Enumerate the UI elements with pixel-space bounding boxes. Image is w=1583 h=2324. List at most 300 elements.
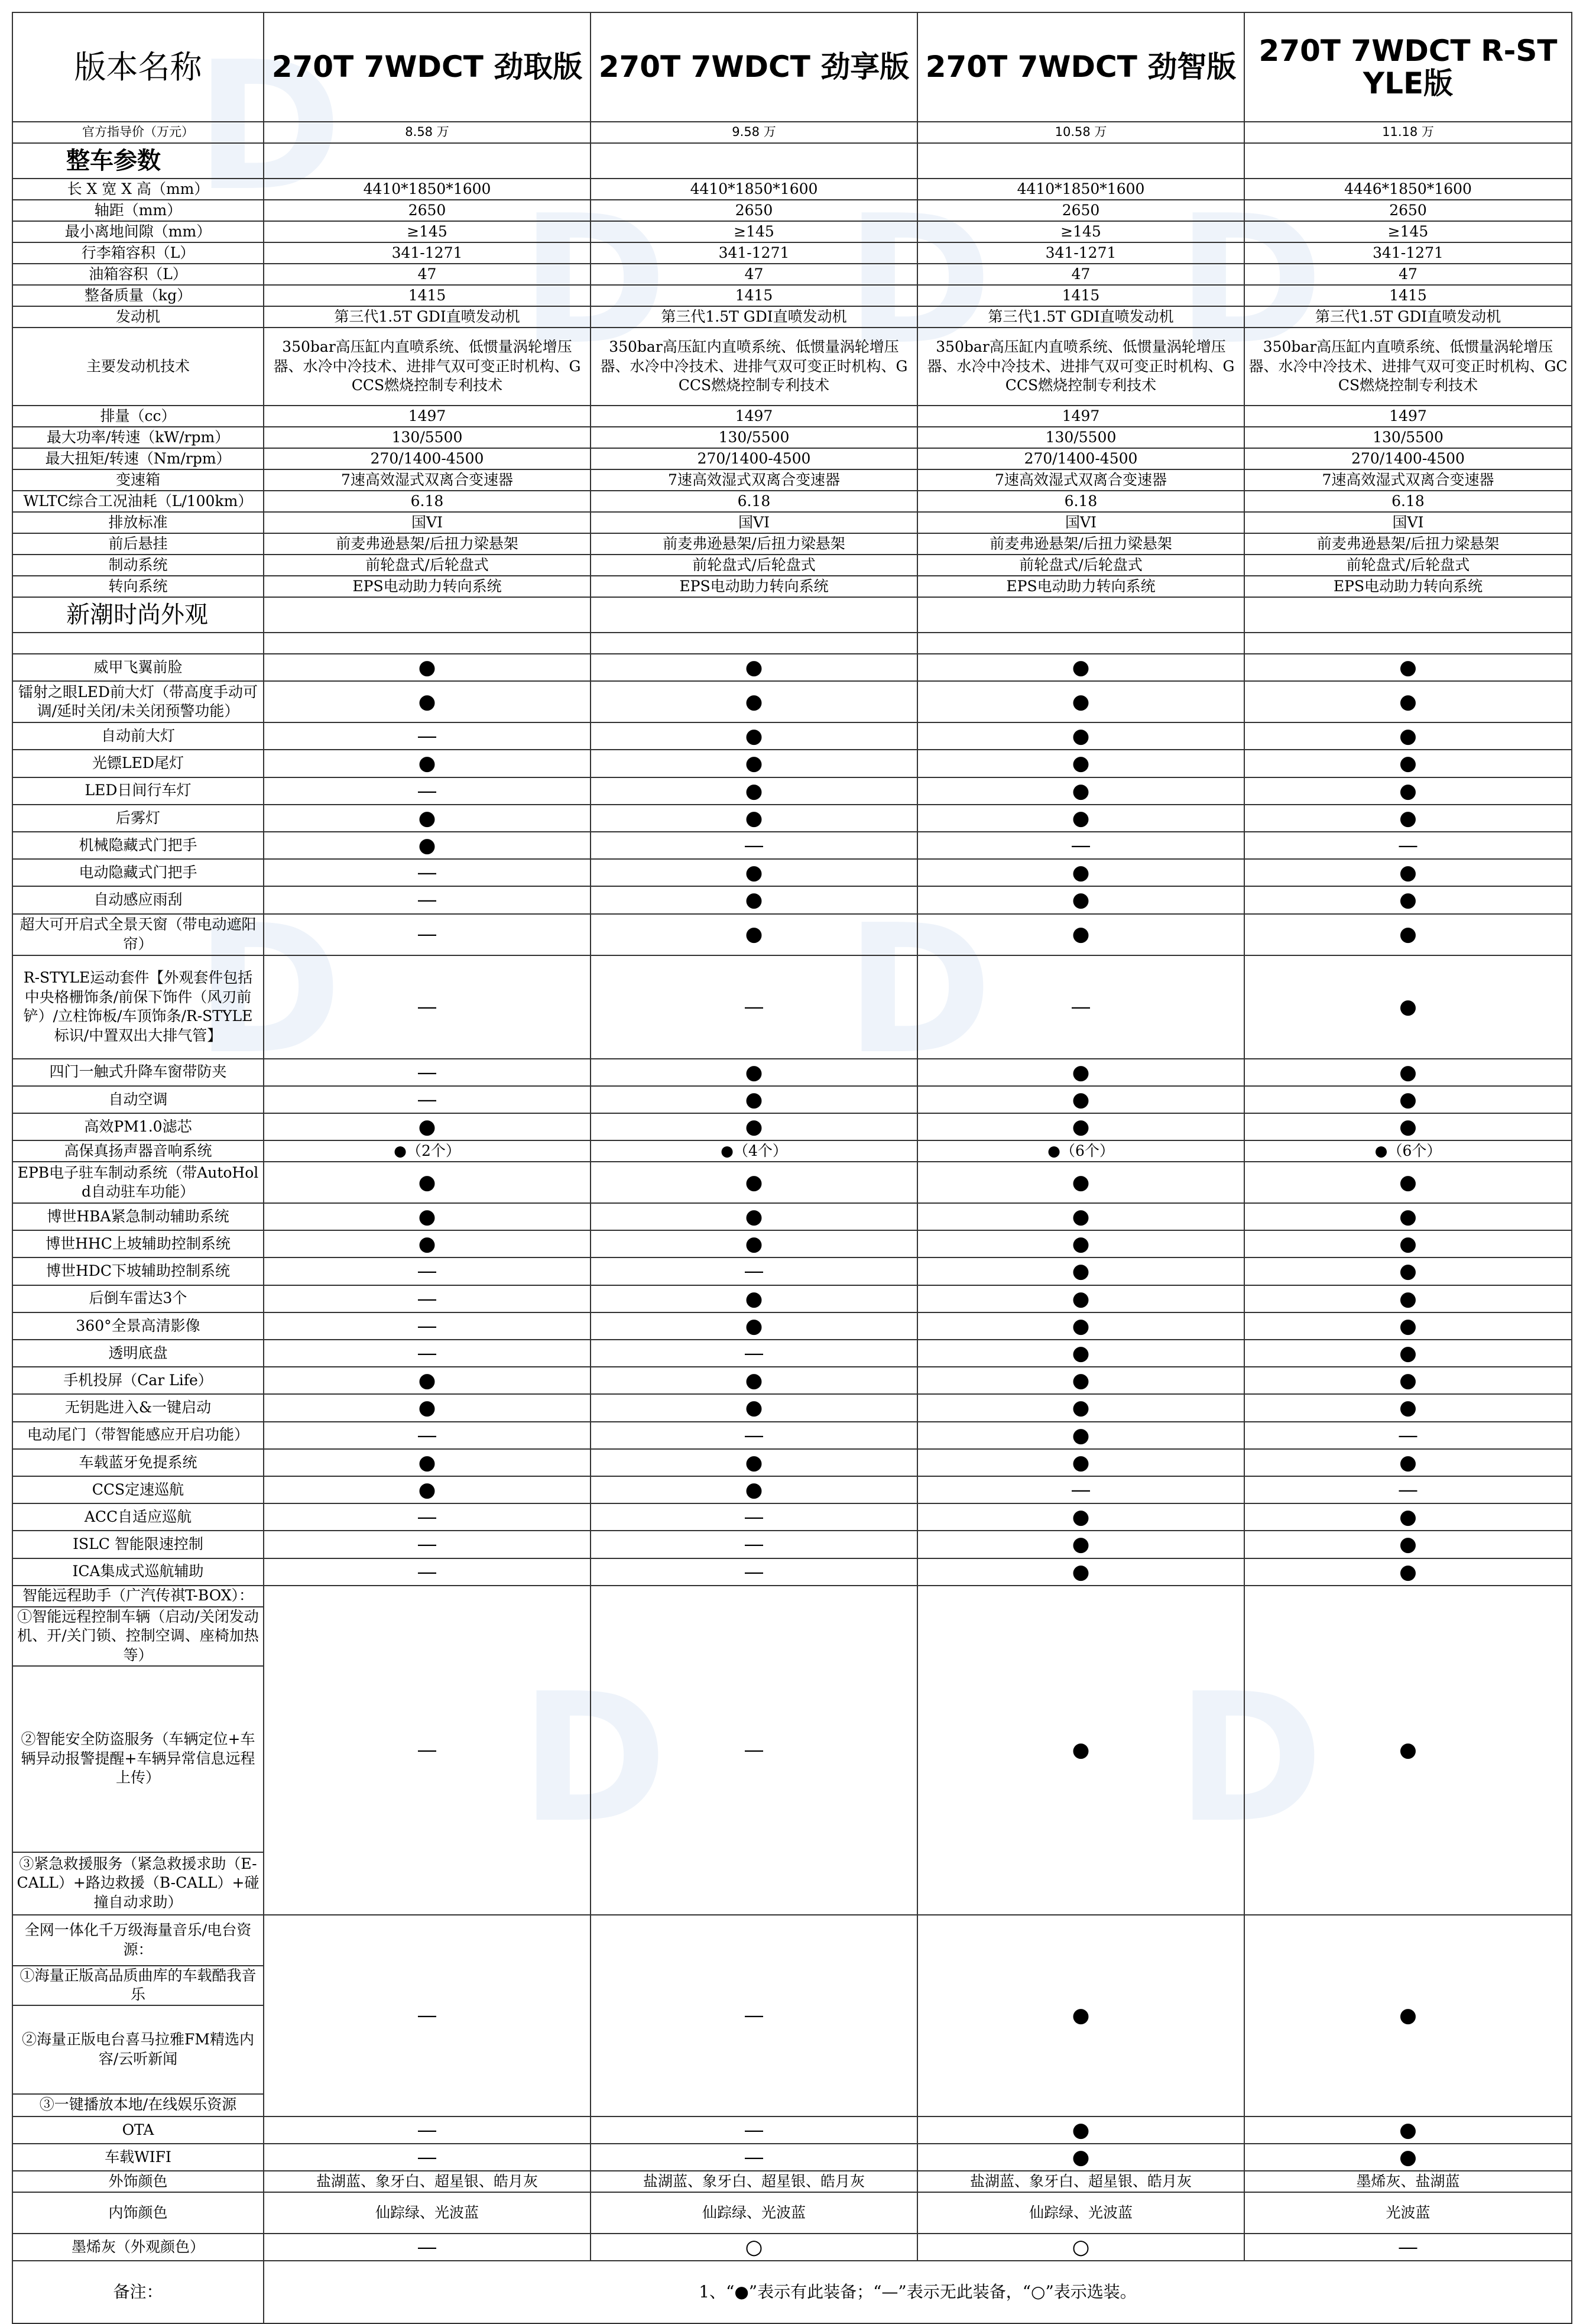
feature-label: ISLC 智能限速控制 bbox=[12, 1531, 264, 1558]
spec-value: 前轮盘式/后轮盘式 bbox=[264, 555, 591, 576]
empty-cell bbox=[264, 633, 591, 654]
feature-value: ●（2个） bbox=[264, 1140, 591, 1162]
feature-value: ● bbox=[591, 914, 917, 955]
feature-value: ● bbox=[1244, 1285, 1572, 1312]
feature-value: ●（6个） bbox=[917, 1140, 1244, 1162]
watermark: D bbox=[195, 24, 343, 230]
feature-value: ● bbox=[591, 681, 917, 722]
feature-row bbox=[12, 859, 1572, 886]
spec-row bbox=[12, 512, 1572, 533]
feature-label: 博世HHC上坡辅助控制系统 bbox=[12, 1230, 264, 1257]
music-resource-label: ②海量正版电台喜马拉雅FM精选内容/云听新闻 bbox=[12, 2005, 264, 2094]
feature-value: ● bbox=[264, 681, 591, 722]
note-row bbox=[12, 2261, 1572, 2323]
spec-value: ● bbox=[917, 2116, 1244, 2144]
feature-value: ●（4个） bbox=[591, 1140, 917, 1162]
spec-value: 仙踪绿、光波蓝 bbox=[264, 2192, 591, 2234]
feature-value: ● bbox=[917, 914, 1244, 955]
feature-value: ● bbox=[917, 1503, 1244, 1531]
spec-label: 油箱容积（L） bbox=[12, 264, 264, 285]
feature-value: — bbox=[264, 1059, 591, 1086]
feature-label: EPB电子驻车制动系统（带AutoHold自动驻车功能） bbox=[12, 1162, 264, 1203]
feature-value: ● bbox=[917, 777, 1244, 805]
feature-value: ● bbox=[917, 1162, 1244, 1203]
empty-cell bbox=[917, 143, 1244, 179]
spec-value: 6.18 bbox=[917, 491, 1244, 512]
spec-value: 47 bbox=[591, 264, 917, 285]
feature-value: — bbox=[591, 1531, 917, 1558]
watermark: D bbox=[845, 887, 993, 1093]
spec-value: 4410*1850*1600 bbox=[591, 179, 917, 200]
spec-value: ○ bbox=[591, 2234, 917, 2261]
spec-value: ≥145 bbox=[917, 221, 1244, 242]
feature-label: CCS定速巡航 bbox=[12, 1476, 264, 1503]
feature-value: ● bbox=[591, 805, 917, 832]
feature-row bbox=[12, 1203, 1572, 1230]
spec-value: 第三代1.5T GDI直喷发动机 bbox=[591, 306, 917, 328]
empty-cell bbox=[591, 597, 917, 633]
version-header: 270T 7WDCT R-STYLE版 bbox=[1244, 12, 1572, 122]
spec-label: 转向系统 bbox=[12, 576, 264, 597]
spec-value: 1497 bbox=[264, 406, 591, 427]
feature-value: ● bbox=[917, 1558, 1244, 1586]
empty-cell bbox=[917, 597, 1244, 633]
spec-value: — bbox=[591, 2116, 917, 2144]
feature-value: ● bbox=[1244, 1558, 1572, 1586]
feature-label: 电动隐藏式门把手 bbox=[12, 859, 264, 886]
spec-value: 前麦弗逊悬架/后扭力梁悬架 bbox=[1244, 533, 1572, 555]
feature-label: 高效PM1.0滤芯 bbox=[12, 1113, 264, 1140]
remote-assist-label: 智能远程助手（广汽传祺T-BOX）： bbox=[12, 1586, 264, 1607]
watermark: D bbox=[520, 177, 668, 384]
feature-value: ● bbox=[917, 1531, 1244, 1558]
spec-row bbox=[12, 448, 1572, 469]
feature-label: 博世HDC下坡辅助控制系统 bbox=[12, 1257, 264, 1285]
music-resource-value: ● bbox=[1244, 1915, 1572, 2116]
spec-table bbox=[12, 12, 1572, 2324]
feature-row bbox=[12, 1558, 1572, 1586]
spec-label: 变速箱 bbox=[12, 469, 264, 491]
feature-value: — bbox=[591, 1422, 917, 1449]
version-name-label: 版本名称 bbox=[12, 12, 264, 122]
spec-value: 2650 bbox=[264, 200, 591, 221]
feature-value: — bbox=[264, 859, 591, 886]
spec-value: 130/5500 bbox=[591, 427, 917, 448]
feature-value: ● bbox=[591, 750, 917, 777]
spec-value: EPS电动助力转向系统 bbox=[1244, 576, 1572, 597]
spec-row bbox=[12, 242, 1572, 264]
spec-value: ○ bbox=[917, 2234, 1244, 2261]
feature-value: ● bbox=[591, 1162, 917, 1203]
spec-label: 长 X 宽 X 高（mm） bbox=[12, 179, 264, 200]
feature-value: — bbox=[591, 832, 917, 859]
feature-label: 360°全景高清影像 bbox=[12, 1312, 264, 1340]
feature-label: 四门一触式升降车窗带防夹 bbox=[12, 1059, 264, 1086]
spec-value: 47 bbox=[917, 264, 1244, 285]
feature-value: ● bbox=[591, 777, 917, 805]
feature-value: ● bbox=[1244, 750, 1572, 777]
spec-value: 350bar高压缸内直喷系统、低惯量涡轮增压器、水冷中冷技术、进排气双可变正时机构、GCCS燃烧控制专利技术 bbox=[1244, 328, 1572, 406]
feature-value: ● bbox=[591, 1059, 917, 1086]
empty-cell bbox=[591, 143, 917, 179]
spec-value: 前轮盘式/后轮盘式 bbox=[591, 555, 917, 576]
feature-label: 车载蓝牙免提系统 bbox=[12, 1449, 264, 1476]
feature-value: ● bbox=[264, 1162, 591, 1203]
feature-row bbox=[12, 750, 1572, 777]
feature-value: ● bbox=[264, 805, 591, 832]
feature-value: ● bbox=[917, 1230, 1244, 1257]
spec-row bbox=[12, 179, 1572, 200]
feature-label: 手机投屏（Car Life） bbox=[12, 1367, 264, 1394]
feature-value: ● bbox=[591, 1449, 917, 1476]
spec-value: ≥145 bbox=[1244, 221, 1572, 242]
version-header: 270T 7WDCT 劲智版 bbox=[917, 12, 1244, 122]
spec-row bbox=[12, 427, 1572, 448]
spec-value: 第三代1.5T GDI直喷发动机 bbox=[1244, 306, 1572, 328]
feature-value: ● bbox=[917, 1257, 1244, 1285]
spec-value: 341-1271 bbox=[1244, 242, 1572, 264]
spec-value: 1415 bbox=[264, 285, 591, 306]
spec-value: 270/1400-4500 bbox=[917, 448, 1244, 469]
feature-label: 高保真扬声器音响系统 bbox=[12, 1140, 264, 1162]
remote-assist-row bbox=[12, 1586, 1572, 1607]
spec-value: 341-1271 bbox=[591, 242, 917, 264]
music-resource-row bbox=[12, 1915, 1572, 1966]
feature-value: ● bbox=[1244, 1203, 1572, 1230]
spec-value: 盐湖蓝、象牙白、超星银、皓月灰 bbox=[264, 2171, 591, 2192]
feature-label: 后雾灯 bbox=[12, 805, 264, 832]
spec-value: ≥145 bbox=[591, 221, 917, 242]
feature-label: 透明底盘 bbox=[12, 1340, 264, 1367]
feature-value: ● bbox=[917, 1367, 1244, 1394]
feature-value: ● bbox=[264, 1367, 591, 1394]
feature-value: — bbox=[264, 1503, 591, 1531]
feature-value: — bbox=[264, 955, 591, 1059]
spec-row bbox=[12, 576, 1572, 597]
remote-assist-value: ● bbox=[1244, 1586, 1572, 1915]
spec-value: 国VI bbox=[264, 512, 591, 533]
remote-assist-value: — bbox=[591, 1586, 917, 1915]
spec-value: — bbox=[264, 2234, 591, 2261]
feature-row bbox=[12, 1394, 1572, 1421]
feature-label: ICA集成式巡航辅助 bbox=[12, 1558, 264, 1586]
spec-value: 270/1400-4500 bbox=[1244, 448, 1572, 469]
spec-value: 350bar高压缸内直喷系统、低惯量涡轮增压器、水冷中冷技术、进排气双可变正时机构、GCCS燃烧控制专利技术 bbox=[264, 328, 591, 406]
feature-label: 自动前大灯 bbox=[12, 722, 264, 750]
feature-value: ● bbox=[591, 886, 917, 913]
feature-row bbox=[12, 1162, 1572, 1203]
music-resource-label: ③一键播放本地/在线娱乐资源 bbox=[12, 2094, 264, 2116]
feature-row bbox=[12, 1285, 1572, 1312]
watermark: D bbox=[845, 177, 993, 384]
feature-value: ● bbox=[1244, 1257, 1572, 1285]
spec-row bbox=[12, 555, 1572, 576]
feature-value: ● bbox=[917, 1113, 1244, 1140]
spec-value: 270/1400-4500 bbox=[264, 448, 591, 469]
section-title-exterior: 新潮时尚外观 bbox=[12, 597, 264, 633]
spec-row bbox=[12, 533, 1572, 555]
spec-value: 6.18 bbox=[264, 491, 591, 512]
spec-value: 130/5500 bbox=[1244, 427, 1572, 448]
feature-row bbox=[12, 777, 1572, 805]
feature-value: ● bbox=[1244, 1531, 1572, 1558]
spec-row bbox=[12, 2116, 1572, 2144]
feature-value: ● bbox=[1244, 777, 1572, 805]
spec-label: 轴距（mm） bbox=[12, 200, 264, 221]
feature-row bbox=[12, 1086, 1572, 1113]
spec-value: 墨烯灰、盐湖蓝 bbox=[1244, 2171, 1572, 2192]
section-row-vehicle bbox=[12, 143, 1572, 179]
spec-value: 7速高效湿式双离合变速器 bbox=[917, 469, 1244, 491]
spec-value: 1497 bbox=[917, 406, 1244, 427]
spec-value: 1497 bbox=[1244, 406, 1572, 427]
watermark: D bbox=[195, 887, 343, 1093]
spec-label: 外饰颜色 bbox=[12, 2171, 264, 2192]
feature-value: — bbox=[1244, 1422, 1572, 1449]
feature-value: ● bbox=[917, 1312, 1244, 1340]
spec-label: 排放标准 bbox=[12, 512, 264, 533]
feature-value: — bbox=[591, 1257, 917, 1285]
price-value: 8.58 万 bbox=[264, 122, 591, 143]
spec-row bbox=[12, 2171, 1572, 2192]
feature-row bbox=[12, 886, 1572, 913]
spec-value: 前轮盘式/后轮盘式 bbox=[917, 555, 1244, 576]
empty-cell bbox=[1244, 143, 1572, 179]
spec-row bbox=[12, 328, 1572, 406]
spec-label: 主要发动机技术 bbox=[12, 328, 264, 406]
music-resource-label: ①海量正版高品质曲库的车载酷我音乐 bbox=[12, 1966, 264, 2005]
empty-cell bbox=[264, 597, 591, 633]
feature-value: ● bbox=[1244, 859, 1572, 886]
spec-value: 2650 bbox=[917, 200, 1244, 221]
spec-value: 第三代1.5T GDI直喷发动机 bbox=[917, 306, 1244, 328]
music-resource-value: ● bbox=[917, 1915, 1244, 2116]
watermark: D bbox=[1176, 177, 1324, 384]
remote-assist-value: ● bbox=[917, 1586, 1244, 1915]
feature-row bbox=[12, 1230, 1572, 1257]
feature-value: ● bbox=[264, 1230, 591, 1257]
feature-value: ● bbox=[591, 1285, 917, 1312]
feature-label: 威甲飞翼前脸 bbox=[12, 654, 264, 681]
feature-label: 光镖LED尾灯 bbox=[12, 750, 264, 777]
feature-value: ● bbox=[591, 1203, 917, 1230]
feature-label: ACC自适应巡航 bbox=[12, 1503, 264, 1531]
feature-value: — bbox=[264, 886, 591, 913]
spec-value: 1415 bbox=[591, 285, 917, 306]
feature-value: — bbox=[917, 832, 1244, 859]
feature-row bbox=[12, 805, 1572, 832]
spec-value: 仙踪绿、光波蓝 bbox=[917, 2192, 1244, 2234]
feature-value: ● bbox=[264, 1203, 591, 1230]
feature-value: ● bbox=[1244, 1503, 1572, 1531]
spec-value: 130/5500 bbox=[917, 427, 1244, 448]
spec-value: — bbox=[591, 2144, 917, 2171]
feature-value: ● bbox=[1244, 805, 1572, 832]
feature-value: ● bbox=[917, 886, 1244, 913]
feature-value: ● bbox=[1244, 1086, 1572, 1113]
version-header-row bbox=[12, 12, 1572, 122]
spec-value: 350bar高压缸内直喷系统、低惯量涡轮增压器、水冷中冷技术、进排气双可变正时机构、GCCS燃烧控制专利技术 bbox=[917, 328, 1244, 406]
spec-value: 前轮盘式/后轮盘式 bbox=[1244, 555, 1572, 576]
feature-row bbox=[12, 1503, 1572, 1531]
feature-value: — bbox=[917, 955, 1244, 1059]
version-header: 270T 7WDCT 劲取版 bbox=[264, 12, 591, 122]
spec-value: 6.18 bbox=[1244, 491, 1572, 512]
spec-label: 车载WIFI bbox=[12, 2144, 264, 2171]
feature-value: ● bbox=[264, 1476, 591, 1503]
spec-value: — bbox=[264, 2116, 591, 2144]
feature-label: 自动感应雨刮 bbox=[12, 886, 264, 913]
feature-row bbox=[12, 1476, 1572, 1503]
remote-assist-label: ③紧急救援服务（紧急救援求助（E-CALL）+路边救援（B-CALL）+碰撞自动求助） bbox=[12, 1852, 264, 1915]
feature-value: ● bbox=[1244, 1162, 1572, 1203]
feature-value: ● bbox=[1244, 886, 1572, 913]
feature-row bbox=[12, 1531, 1572, 1558]
feature-value: ●（6个） bbox=[1244, 1140, 1572, 1162]
music-resource-value: — bbox=[591, 1915, 917, 2116]
spec-label: 行李箱容积（L） bbox=[12, 242, 264, 264]
feature-value: ● bbox=[917, 681, 1244, 722]
feature-value: — bbox=[264, 1558, 591, 1586]
section-title-vehicle: 整车参数 bbox=[12, 143, 264, 179]
note-label: 备注： bbox=[12, 2261, 264, 2323]
feature-value: — bbox=[1244, 832, 1572, 859]
spec-value: 4410*1850*1600 bbox=[917, 179, 1244, 200]
remote-assist-label: ②智能安全防盗服务（车辆定位+车辆异动报警提醒+车辆异常信息远程上传） bbox=[12, 1666, 264, 1852]
feature-value: ● bbox=[1244, 681, 1572, 722]
spec-value: 盐湖蓝、象牙白、超星银、皓月灰 bbox=[591, 2171, 917, 2192]
feature-label: 机械隐藏式门把手 bbox=[12, 832, 264, 859]
spec-value: 前麦弗逊悬架/后扭力梁悬架 bbox=[591, 533, 917, 555]
spec-value: EPS电动助力转向系统 bbox=[264, 576, 591, 597]
price-value: 10.58 万 bbox=[917, 122, 1244, 143]
feature-value: — bbox=[591, 1558, 917, 1586]
spec-label: 最大扭矩/转速（Nm/rpm） bbox=[12, 448, 264, 469]
feature-value: ● bbox=[917, 1422, 1244, 1449]
price-label: 官方指导价（万元） bbox=[12, 122, 264, 143]
spec-row bbox=[12, 2144, 1572, 2171]
remote-assist-label: ①智能远程控制车辆（启动/关闭发动机、开/关门锁、控制空调、座椅加热等） bbox=[12, 1607, 264, 1666]
spec-value: 341-1271 bbox=[264, 242, 591, 264]
feature-value: — bbox=[264, 1257, 591, 1285]
feature-value: ● bbox=[1244, 654, 1572, 681]
feature-row bbox=[12, 1140, 1572, 1162]
feature-label: R-STYLE运动套件【外观套件包括中央格栅饰条/前保下饰件（风刃前铲）/立柱饰板/车顶饰条/R-STYLE标识/中置双出大排气管】 bbox=[12, 955, 264, 1059]
feature-value: — bbox=[917, 1476, 1244, 1503]
spec-value: 4410*1850*1600 bbox=[264, 179, 591, 200]
spec-value: 341-1271 bbox=[917, 242, 1244, 264]
feature-value: ● bbox=[917, 1340, 1244, 1367]
spec-value: 光波蓝 bbox=[1244, 2192, 1572, 2234]
feature-value: ● bbox=[1244, 722, 1572, 750]
spec-label: 墨烯灰（外观颜色） bbox=[12, 2234, 264, 2261]
feature-value: ● bbox=[591, 1476, 917, 1503]
feature-value: — bbox=[264, 777, 591, 805]
feature-value: ● bbox=[917, 1086, 1244, 1113]
spec-label: 内饰颜色 bbox=[12, 2192, 264, 2234]
spec-value: ● bbox=[1244, 2116, 1572, 2144]
spec-value: 1415 bbox=[917, 285, 1244, 306]
feature-value: ● bbox=[1244, 1449, 1572, 1476]
feature-value: ● bbox=[264, 832, 591, 859]
empty-cell bbox=[1244, 597, 1572, 633]
feature-value: ● bbox=[917, 1285, 1244, 1312]
remote-assist-value: — bbox=[264, 1586, 591, 1915]
feature-value: ● bbox=[264, 1113, 591, 1140]
feature-value: ● bbox=[591, 1367, 917, 1394]
spec-value: 47 bbox=[1244, 264, 1572, 285]
spec-value: ● bbox=[1244, 2144, 1572, 2171]
feature-row bbox=[12, 1340, 1572, 1367]
feature-value: ● bbox=[591, 722, 917, 750]
spec-row bbox=[12, 491, 1572, 512]
spec-value: 7速高效湿式双离合变速器 bbox=[1244, 469, 1572, 491]
spec-value: ● bbox=[917, 2144, 1244, 2171]
feature-value: ● bbox=[264, 1449, 591, 1476]
feature-value: ● bbox=[591, 1113, 917, 1140]
spec-value: 国VI bbox=[591, 512, 917, 533]
feature-value: ● bbox=[264, 1394, 591, 1421]
spec-label: 最大功率/转速（kW/rpm） bbox=[12, 427, 264, 448]
spec-label: 发动机 bbox=[12, 306, 264, 328]
feature-value: ● bbox=[591, 859, 917, 886]
feature-label: 后倒车雷达3个 bbox=[12, 1285, 264, 1312]
spec-row bbox=[12, 306, 1572, 328]
spec-label: 最小离地间隙（mm） bbox=[12, 221, 264, 242]
feature-label: 自动空调 bbox=[12, 1086, 264, 1113]
feature-value: ● bbox=[917, 1449, 1244, 1476]
feature-label: 镭射之眼LED前大灯（带高度手动可调/延时关闭/未关闭预警功能） bbox=[12, 681, 264, 722]
spec-value: 国VI bbox=[917, 512, 1244, 533]
feature-value: — bbox=[1244, 1476, 1572, 1503]
spec-row bbox=[12, 285, 1572, 306]
spec-value: EPS电动助力转向系统 bbox=[917, 576, 1244, 597]
spec-value: 270/1400-4500 bbox=[591, 448, 917, 469]
feature-value: ● bbox=[1244, 914, 1572, 955]
feature-value: — bbox=[264, 1312, 591, 1340]
feature-value: ● bbox=[917, 654, 1244, 681]
spec-value: 第三代1.5T GDI直喷发动机 bbox=[264, 306, 591, 328]
price-value: 9.58 万 bbox=[591, 122, 917, 143]
empty-cell bbox=[264, 143, 591, 179]
spec-value: 4446*1850*1600 bbox=[1244, 179, 1572, 200]
empty-cell bbox=[917, 633, 1244, 654]
price-row bbox=[12, 122, 1572, 143]
spec-label: 制动系统 bbox=[12, 555, 264, 576]
feature-label: 博世HBA紧急制动辅助系统 bbox=[12, 1203, 264, 1230]
feature-value: — bbox=[264, 1340, 591, 1367]
spec-value: 2650 bbox=[1244, 200, 1572, 221]
spec-value: 国VI bbox=[1244, 512, 1572, 533]
feature-row bbox=[12, 1257, 1572, 1285]
spec-value: 盐湖蓝、象牙白、超星银、皓月灰 bbox=[917, 2171, 1244, 2192]
feature-row bbox=[12, 832, 1572, 859]
feature-row bbox=[12, 1449, 1572, 1476]
feature-row bbox=[12, 1113, 1572, 1140]
spec-row bbox=[12, 221, 1572, 242]
feature-value: ● bbox=[591, 1394, 917, 1421]
feature-value: — bbox=[591, 1340, 917, 1367]
spec-label: OTA bbox=[12, 2116, 264, 2144]
blank-row bbox=[12, 633, 1572, 654]
feature-value: ● bbox=[917, 1394, 1244, 1421]
feature-value: ● bbox=[917, 859, 1244, 886]
empty-cell bbox=[12, 633, 264, 654]
feature-value: ● bbox=[917, 722, 1244, 750]
feature-value: ● bbox=[264, 654, 591, 681]
feature-value: ● bbox=[917, 805, 1244, 832]
spec-row bbox=[12, 200, 1572, 221]
